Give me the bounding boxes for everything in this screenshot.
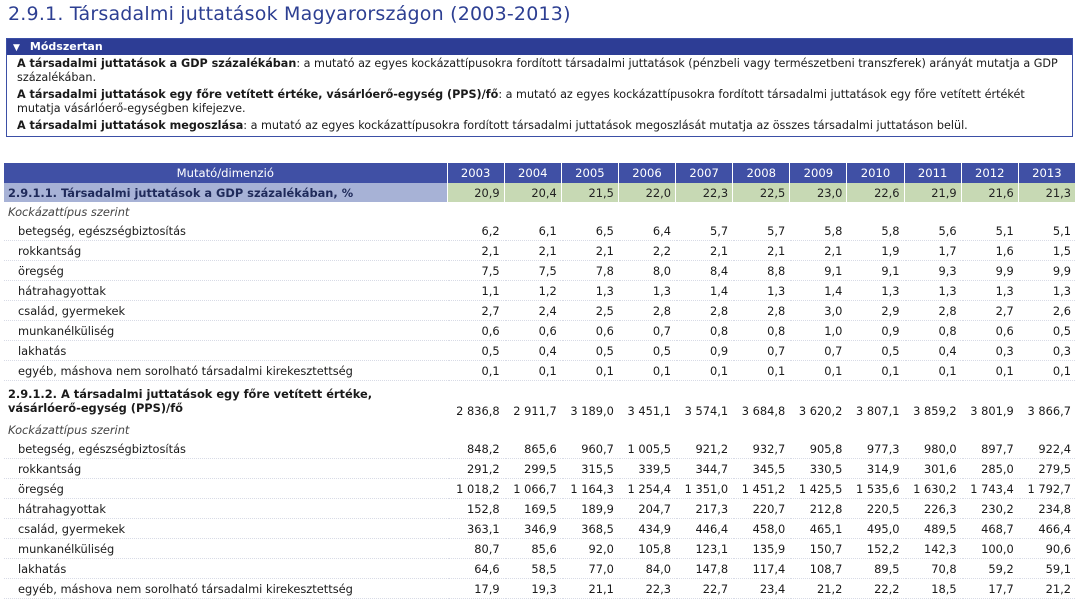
table-row (4, 519, 1076, 539)
row-label: egyéb, máshova nem sorolható társadalmi kirekesztettség (4, 361, 447, 381)
row-label: betegség, egészségbiztosítás (4, 439, 447, 459)
value-cell: 0,1 (904, 361, 961, 381)
value-cell: 108,7 (790, 559, 847, 579)
value-cell: 21,1 (561, 579, 618, 599)
value-cell: 6,5 (561, 221, 618, 241)
section-value-cell: 21,3 (1018, 183, 1075, 202)
methodology-term: A társadalmi juttatások a GDP százalékában (17, 57, 297, 70)
column-header-year: 2003 (447, 163, 504, 183)
value-cell: 5,8 (847, 221, 904, 241)
section-row (4, 183, 1076, 202)
section-value-cell: 3 807,1 (847, 381, 904, 421)
column-header-year: 2005 (561, 163, 618, 183)
value-cell: 489,5 (904, 519, 961, 539)
value-cell: 2,8 (904, 301, 961, 321)
value-cell: 6,2 (447, 221, 504, 241)
value-cell: 1,2 (504, 281, 561, 301)
section-value-cell: 22,5 (733, 183, 790, 202)
value-cell: 0,3 (1018, 341, 1075, 361)
methodology-text: : a mutató az egyes kockázattípusokra fordított társadalmi juttatások (pénzbeli vagy természetbeni transzferek) arányát mutatja a GDP százalékában. (17, 57, 1058, 84)
value-cell: 330,5 (790, 459, 847, 479)
value-cell: 465,1 (790, 519, 847, 539)
section-value-cell: 2 836,8 (447, 381, 504, 421)
value-cell: 1 535,6 (847, 479, 904, 499)
value-cell: 346,9 (504, 519, 561, 539)
section-value-cell: 22,6 (847, 183, 904, 202)
data-table (4, 163, 1076, 599)
table-body (4, 183, 1076, 599)
value-cell: 189,9 (561, 499, 618, 519)
value-cell: 922,4 (1018, 439, 1075, 459)
value-cell: 0,1 (676, 361, 733, 381)
value-cell: 1,4 (790, 281, 847, 301)
value-cell: 9,3 (904, 261, 961, 281)
value-cell: 22,3 (618, 579, 675, 599)
value-cell: 0,1 (733, 361, 790, 381)
section-value-cell: 3 574,1 (676, 381, 733, 421)
value-cell: 0,4 (504, 341, 561, 361)
section-value-cell: 3 801,9 (961, 381, 1018, 421)
value-cell: 217,3 (676, 499, 733, 519)
value-cell: 285,0 (961, 459, 1018, 479)
value-cell: 1,3 (961, 281, 1018, 301)
value-cell: 0,1 (1018, 361, 1075, 381)
table-row (4, 221, 1076, 241)
value-cell: 0,6 (561, 321, 618, 341)
value-cell: 0,8 (676, 321, 733, 341)
value-cell: 1 005,5 (618, 439, 675, 459)
row-label: öregség (4, 479, 447, 499)
methodology-panel (6, 38, 1073, 137)
row-label: rokkantság (4, 459, 447, 479)
table-row (4, 361, 1076, 381)
section-label: 2.9.1.1. Társadalmi juttatások a GDP százalékában, % (4, 183, 447, 202)
section-value-cell: 21,6 (961, 183, 1018, 202)
value-cell: 291,2 (447, 459, 504, 479)
subheading-label: Kockázattípus szerint (4, 202, 1076, 221)
value-cell: 279,5 (1018, 459, 1075, 479)
section-value-cell: 21,9 (904, 183, 961, 202)
value-cell: 204,7 (618, 499, 675, 519)
value-cell: 6,4 (618, 221, 675, 241)
value-cell: 105,8 (618, 539, 675, 559)
section-value-cell: 21,5 (561, 183, 618, 202)
value-cell: 220,5 (847, 499, 904, 519)
table-row (4, 579, 1076, 599)
value-cell: 0,6 (447, 321, 504, 341)
value-cell: 1 351,0 (676, 479, 733, 499)
value-cell: 1,0 (790, 321, 847, 341)
value-cell: 21,2 (1018, 579, 1075, 599)
value-cell: 21,2 (790, 579, 847, 599)
methodology-text: : a mutató az egyes kockázattípusokra fordított társadalmi juttatások megoszlását mutatja az összes társadalmi juttatáson belül. (243, 119, 968, 132)
value-cell: 17,7 (961, 579, 1018, 599)
table-row (4, 439, 1076, 459)
table-row (4, 539, 1076, 559)
value-cell: 0,1 (961, 361, 1018, 381)
methodology-term: A társadalmi juttatások egy főre vetített értéke, vásárlóerő-egység (PPS)/fő (17, 88, 499, 101)
column-header-year: 2010 (847, 163, 904, 183)
section-value-cell: 23,0 (790, 183, 847, 202)
value-cell: 466,4 (1018, 519, 1075, 539)
row-label: öregség (4, 261, 447, 281)
value-cell: 2,6 (1018, 301, 1075, 321)
value-cell: 1 425,5 (790, 479, 847, 499)
section-value-cell: 20,4 (504, 183, 561, 202)
value-cell: 0,5 (1018, 321, 1075, 341)
table-header-row (4, 163, 1076, 183)
value-cell: 0,1 (561, 361, 618, 381)
value-cell: 59,2 (961, 559, 1018, 579)
value-cell: 5,1 (961, 221, 1018, 241)
table-row (4, 559, 1076, 579)
section-row (4, 381, 1076, 421)
value-cell: 80,7 (447, 539, 504, 559)
row-label: család, gyermekek (4, 301, 447, 321)
value-cell: 1,4 (676, 281, 733, 301)
value-cell: 1,3 (847, 281, 904, 301)
value-cell: 152,2 (847, 539, 904, 559)
value-cell: 2,1 (676, 241, 733, 261)
column-header-year: 2013 (1018, 163, 1075, 183)
value-cell: 84,0 (618, 559, 675, 579)
value-cell: 92,0 (561, 539, 618, 559)
value-cell: 865,6 (504, 439, 561, 459)
value-cell: 299,5 (504, 459, 561, 479)
subheading-row (4, 420, 1076, 439)
column-header-year: 2004 (504, 163, 561, 183)
value-cell: 150,7 (790, 539, 847, 559)
row-label: család, gyermekek (4, 519, 447, 539)
value-cell: 495,0 (847, 519, 904, 539)
value-cell: 960,7 (561, 439, 618, 459)
value-cell: 0,6 (961, 321, 1018, 341)
value-cell: 363,1 (447, 519, 504, 539)
column-header-year: 2008 (733, 163, 790, 183)
row-label: rokkantság (4, 241, 447, 261)
value-cell: 0,4 (904, 341, 961, 361)
value-cell: 3,0 (790, 301, 847, 321)
value-cell: 1,5 (1018, 241, 1075, 261)
value-cell: 314,9 (847, 459, 904, 479)
value-cell: 212,8 (790, 499, 847, 519)
section-value-cell: 3 859,2 (904, 381, 961, 421)
methodology-header[interactable] (7, 39, 1072, 55)
value-cell: 8,0 (618, 261, 675, 281)
value-cell: 6,1 (504, 221, 561, 241)
value-cell: 226,3 (904, 499, 961, 519)
value-cell: 1 164,3 (561, 479, 618, 499)
value-cell: 0,5 (618, 341, 675, 361)
page-title: 2.9.1. Társadalmi juttatások Magyarországon (2003-2013) (8, 3, 571, 25)
value-cell: 9,9 (961, 261, 1018, 281)
value-cell: 220,7 (733, 499, 790, 519)
value-cell: 0,8 (733, 321, 790, 341)
value-cell: 8,4 (676, 261, 733, 281)
value-cell: 7,8 (561, 261, 618, 281)
value-cell: 2,2 (618, 241, 675, 261)
methodology-text: : a mutató az egyes kockázattípusokra fordított társadalmi juttatások egy főre vetített értékét mutatja vásárlóerő-egységben kifejezve. (17, 88, 1025, 115)
value-cell: 169,5 (504, 499, 561, 519)
value-cell: 9,9 (1018, 261, 1075, 281)
value-cell: 0,6 (504, 321, 561, 341)
value-cell: 1 630,2 (904, 479, 961, 499)
value-cell: 59,1 (1018, 559, 1075, 579)
value-cell: 1,3 (618, 281, 675, 301)
value-cell: 0,7 (790, 341, 847, 361)
value-cell: 315,5 (561, 459, 618, 479)
value-cell: 905,8 (790, 439, 847, 459)
value-cell: 2,7 (447, 301, 504, 321)
value-cell: 23,4 (733, 579, 790, 599)
collapse-triangle-icon[interactable]: ▼ (13, 43, 20, 53)
row-label: lakhatás (4, 341, 447, 361)
value-cell: 980,0 (904, 439, 961, 459)
subheading-row (4, 202, 1076, 221)
value-cell: 2,9 (847, 301, 904, 321)
row-label: lakhatás (4, 559, 447, 579)
value-cell: 147,8 (676, 559, 733, 579)
column-header-year: 2009 (790, 163, 847, 183)
table-row (4, 499, 1076, 519)
table-row (4, 321, 1076, 341)
value-cell: 22,2 (847, 579, 904, 599)
row-label: hátrahagyottak (4, 281, 447, 301)
section-value-cell: 2 911,7 (504, 381, 561, 421)
table-row (4, 241, 1076, 261)
value-cell: 117,4 (733, 559, 790, 579)
value-cell: 18,5 (904, 579, 961, 599)
value-cell: 1 792,7 (1018, 479, 1075, 499)
value-cell: 2,4 (504, 301, 561, 321)
subheading-label: Kockázattípus szerint (4, 420, 1076, 439)
value-cell: 0,8 (904, 321, 961, 341)
value-cell: 1 018,2 (447, 479, 504, 499)
methodology-title: Módszertan (29, 40, 103, 53)
value-cell: 468,7 (961, 519, 1018, 539)
section-value-cell: 3 684,8 (733, 381, 790, 421)
value-cell: 2,1 (504, 241, 561, 261)
column-header-year: 2011 (904, 163, 961, 183)
value-cell: 0,1 (847, 361, 904, 381)
table-row (4, 281, 1076, 301)
value-cell: 70,8 (904, 559, 961, 579)
value-cell: 1,9 (847, 241, 904, 261)
section-value-cell: 20,9 (447, 183, 504, 202)
row-label: hátrahagyottak (4, 499, 447, 519)
table-row (4, 261, 1076, 281)
value-cell: 234,8 (1018, 499, 1075, 519)
value-cell: 9,1 (790, 261, 847, 281)
column-header-year: 2012 (961, 163, 1018, 183)
methodology-paragraph (17, 57, 1064, 85)
value-cell: 7,5 (447, 261, 504, 281)
value-cell: 848,2 (447, 439, 504, 459)
value-cell: 345,5 (733, 459, 790, 479)
value-cell: 90,6 (1018, 539, 1075, 559)
value-cell: 1,3 (733, 281, 790, 301)
value-cell: 0,9 (847, 321, 904, 341)
value-cell: 5,1 (1018, 221, 1075, 241)
column-header-year: 2007 (676, 163, 733, 183)
table-row (4, 479, 1076, 499)
value-cell: 0,1 (790, 361, 847, 381)
value-cell: 1 066,7 (504, 479, 561, 499)
value-cell: 5,6 (904, 221, 961, 241)
value-cell: 2,1 (790, 241, 847, 261)
value-cell: 142,3 (904, 539, 961, 559)
methodology-term: A társadalmi juttatások megoszlása (17, 119, 244, 132)
value-cell: 85,6 (504, 539, 561, 559)
section-value-cell: 3 451,1 (618, 381, 675, 421)
value-cell: 446,4 (676, 519, 733, 539)
section-value-cell: 22,3 (676, 183, 733, 202)
value-cell: 0,5 (447, 341, 504, 361)
column-header-year: 2006 (618, 163, 675, 183)
value-cell: 5,7 (733, 221, 790, 241)
value-cell: 5,8 (790, 221, 847, 241)
value-cell: 9,1 (847, 261, 904, 281)
value-cell: 2,1 (733, 241, 790, 261)
value-cell: 339,5 (618, 459, 675, 479)
value-cell: 921,2 (676, 439, 733, 459)
value-cell: 1,3 (1018, 281, 1075, 301)
value-cell: 0,7 (733, 341, 790, 361)
value-cell: 1,1 (447, 281, 504, 301)
value-cell: 0,1 (447, 361, 504, 381)
value-cell: 77,0 (561, 559, 618, 579)
value-cell: 368,5 (561, 519, 618, 539)
value-cell: 7,5 (504, 261, 561, 281)
value-cell: 1 254,4 (618, 479, 675, 499)
value-cell: 58,5 (504, 559, 561, 579)
methodology-paragraph (17, 119, 1064, 133)
value-cell: 0,1 (618, 361, 675, 381)
value-cell: 64,6 (447, 559, 504, 579)
methodology-body (7, 55, 1072, 136)
section-value-cell: 3 189,0 (561, 381, 618, 421)
table-row (4, 341, 1076, 361)
value-cell: 2,7 (961, 301, 1018, 321)
row-label: munkanélküliség (4, 321, 447, 341)
value-cell: 2,1 (447, 241, 504, 261)
value-cell: 100,0 (961, 539, 1018, 559)
row-label: egyéb, máshova nem sorolható társadalmi kirekesztettség (4, 579, 447, 599)
value-cell: 135,9 (733, 539, 790, 559)
value-cell: 0,5 (561, 341, 618, 361)
value-cell: 22,7 (676, 579, 733, 599)
value-cell: 1,7 (904, 241, 961, 261)
value-cell: 2,1 (561, 241, 618, 261)
value-cell: 0,5 (847, 341, 904, 361)
value-cell: 344,7 (676, 459, 733, 479)
value-cell: 2,8 (676, 301, 733, 321)
value-cell: 8,8 (733, 261, 790, 281)
value-cell: 5,7 (676, 221, 733, 241)
value-cell: 1 451,2 (733, 479, 790, 499)
section-label: 2.9.1.2. A társadalmi juttatások egy főre vetített értéke, vásárlóerő-egység (PPS)/fő (4, 381, 447, 421)
value-cell: 123,1 (676, 539, 733, 559)
section-value-cell: 22,0 (618, 183, 675, 202)
value-cell: 0,7 (618, 321, 675, 341)
value-cell: 0,9 (676, 341, 733, 361)
value-cell: 0,3 (961, 341, 1018, 361)
methodology-paragraph (17, 88, 1064, 116)
value-cell: 301,6 (904, 459, 961, 479)
value-cell: 977,3 (847, 439, 904, 459)
value-cell: 434,9 (618, 519, 675, 539)
value-cell: 0,1 (504, 361, 561, 381)
section-value-cell: 3 866,7 (1018, 381, 1075, 421)
value-cell: 1,3 (561, 281, 618, 301)
row-label: betegség, egészségbiztosítás (4, 221, 447, 241)
value-cell: 152,8 (447, 499, 504, 519)
value-cell: 932,7 (733, 439, 790, 459)
table-row (4, 301, 1076, 321)
value-cell: 2,8 (733, 301, 790, 321)
table-row (4, 459, 1076, 479)
value-cell: 89,5 (847, 559, 904, 579)
value-cell: 17,9 (447, 579, 504, 599)
value-cell: 2,8 (618, 301, 675, 321)
value-cell: 19,3 (504, 579, 561, 599)
section-value-cell: 3 620,2 (790, 381, 847, 421)
value-cell: 1,3 (904, 281, 961, 301)
value-cell: 1 743,4 (961, 479, 1018, 499)
value-cell: 2,5 (561, 301, 618, 321)
column-header-indicator: Mutató/dimenzió (4, 163, 447, 183)
row-label: munkanélküliség (4, 539, 447, 559)
value-cell: 897,7 (961, 439, 1018, 459)
value-cell: 458,0 (733, 519, 790, 539)
value-cell: 230,2 (961, 499, 1018, 519)
value-cell: 1,6 (961, 241, 1018, 261)
